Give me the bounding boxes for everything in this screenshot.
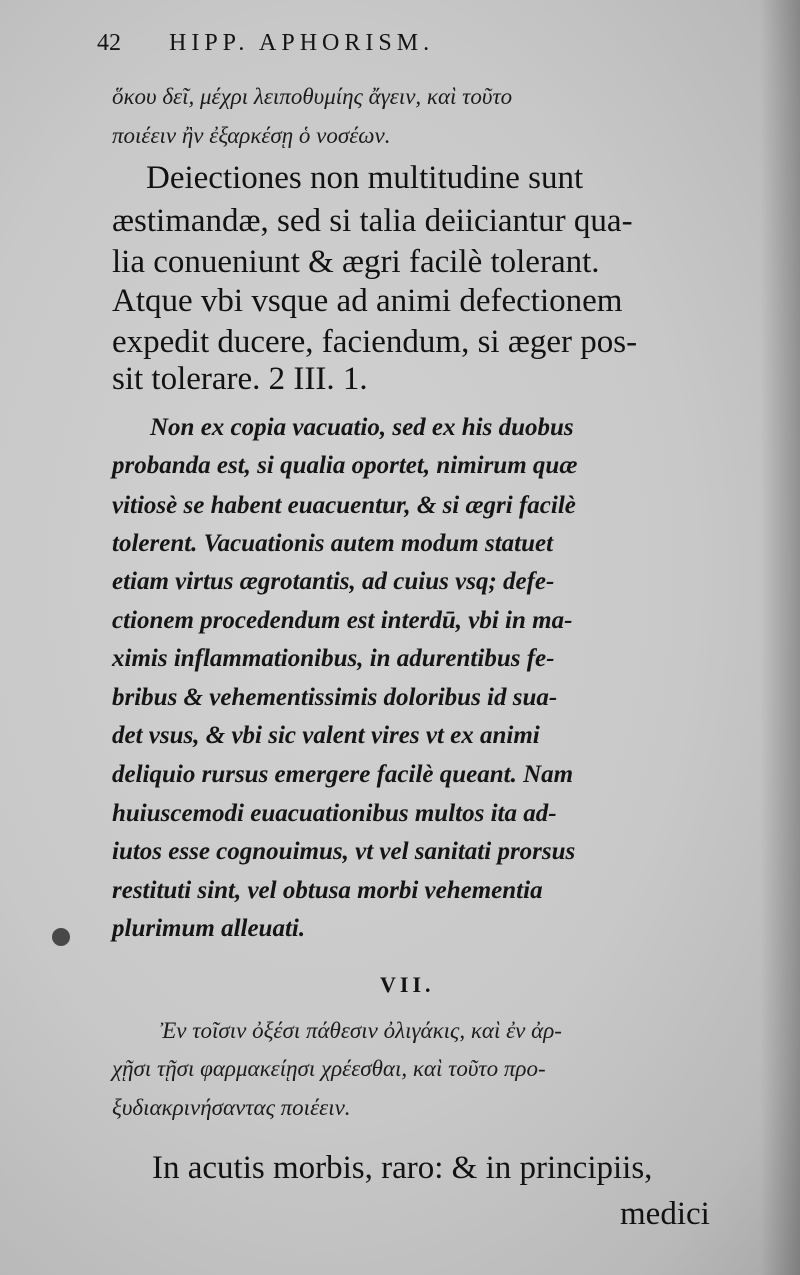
running-title: HIPP. APHORISM. bbox=[169, 30, 435, 56]
latin-aphorism-line: æstimandæ, sed si talia deiiciantur qua- bbox=[112, 203, 633, 239]
page-number: 42 bbox=[97, 30, 121, 56]
commentary-line: Non ex copia vacuatio, sed ex his duobus bbox=[150, 414, 574, 441]
commentary-line: huiuscemodi euacuationibus multos ita ad- bbox=[112, 800, 557, 827]
commentary-line: det vsus, & vbi sic valent vires vt ex animi bbox=[112, 722, 540, 749]
commentary-line: tolerent. Vacuationis autem modum statuet bbox=[112, 530, 554, 557]
latin-aphorism-line: Atque vbi vsque ad animi defectionem bbox=[112, 283, 623, 319]
commentary-line: ctionem procedendum est interdū, vbi in ma- bbox=[112, 607, 573, 634]
commentary-line: vitiosè se habent euacuentur, & si ægri facilè bbox=[112, 492, 576, 519]
greek-bottom-line: ξυδιακρινήσαντας ποιέειν. bbox=[112, 1095, 351, 1120]
catchword: medici bbox=[620, 1196, 710, 1232]
commentary-line: iutos esse cognouimus, vt vel sanitati prorsus bbox=[112, 838, 576, 865]
commentary-line: restituti sint, vel obtusa morbi vehementia bbox=[112, 877, 543, 904]
ink-smudge bbox=[52, 928, 70, 946]
latin-aphorism-line: Deiectiones non multitudine sunt bbox=[146, 160, 584, 196]
latin-aphorism-line: lia conueniunt & ægri facilè tolerant. bbox=[112, 244, 600, 280]
page-edge-shadow bbox=[760, 0, 800, 1275]
greek-top-line: ποιέειν ἢν ἐξαρκέσῃ ὁ νοσέων. bbox=[112, 123, 391, 148]
commentary-line: bribus & vehementissimis doloribus id sua- bbox=[112, 684, 558, 711]
latin-bottom-line: In acutis morbis, raro: & in principiis, bbox=[152, 1150, 653, 1186]
commentary-line: deliquio rursus emergere facilè queant. Nam bbox=[112, 761, 574, 788]
greek-bottom-line: Ἐν τοῖσιν ὀξέσι πάθεσιν ὀλιγάκις, καὶ ἐν ἀρ- bbox=[160, 1018, 562, 1043]
commentary-line: probanda est, si qualia oportet, nimirum quæ bbox=[112, 452, 578, 479]
section-number: VII. bbox=[380, 972, 435, 997]
commentary-line: plurimum alleuati. bbox=[112, 915, 306, 942]
commentary-line: etiam virtus ægrotantis, ad cuius vsq; defe- bbox=[112, 568, 555, 595]
latin-aphorism-line: expedit ducere, faciendum, si æger pos- bbox=[112, 324, 638, 360]
greek-bottom-line: χῇσι τῇσι φαρμακείῃσι χρέεσθαι, καὶ τοῦτο προ- bbox=[112, 1056, 546, 1081]
greek-top-line: ὅκου δεῖ, μέχρι λειποθυμίης ἄγειν, καὶ τοῦτο bbox=[112, 84, 513, 109]
commentary-line: ximis inflammationibus, in adurentibus fe- bbox=[112, 645, 555, 672]
latin-aphorism-line: sit tolerare. 2 III. 1. bbox=[112, 361, 368, 397]
running-header bbox=[97, 30, 434, 57]
